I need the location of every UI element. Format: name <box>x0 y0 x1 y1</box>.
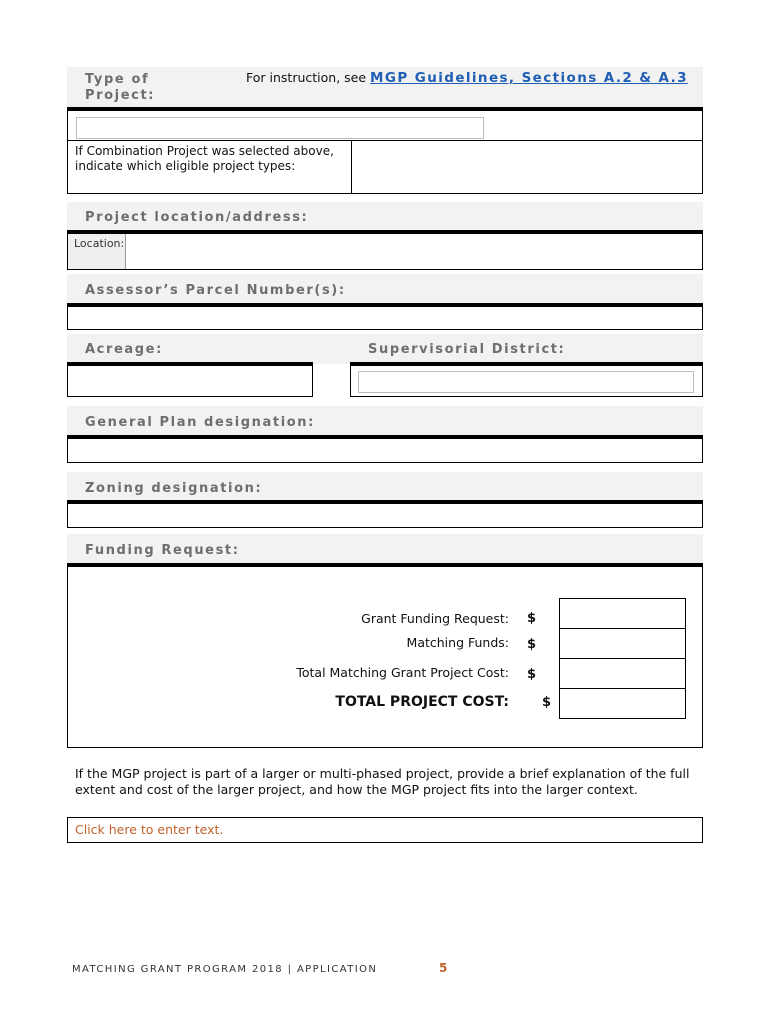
total-matching-input[interactable] <box>559 658 686 689</box>
district-box <box>350 362 703 397</box>
project-type-box <box>67 107 703 141</box>
larger-project-prompt: If the MGP project is part of a larger or multi-phased project, provide a brief explanation of the full extent and cost of the larger project, and how the MGP project fits into the larger context. <box>75 766 690 797</box>
instruction-prefix: For instruction, see <box>246 70 367 85</box>
total-matching-label: Total Matching Grant Project Cost: <box>296 665 509 680</box>
funding-box <box>67 563 703 748</box>
project-type-input[interactable] <box>76 117 484 139</box>
combination-row <box>67 140 703 194</box>
larger-project-placeholder: Click here to enter text. <box>75 822 224 837</box>
total-project-cost-currency: $ <box>542 695 552 710</box>
zoning-section-label: Zoning designation: <box>85 481 263 496</box>
matching-funds-currency: $ <box>527 637 537 652</box>
location-input[interactable] <box>126 234 702 269</box>
combination-label: If Combination Project was selected above, indicate which eligible project types: <box>75 144 334 173</box>
combination-input[interactable] <box>352 140 702 193</box>
acreage-input[interactable] <box>67 362 313 397</box>
total-matching-currency: $ <box>527 667 537 682</box>
acreage-section-label: Acreage: <box>85 342 163 357</box>
grant-funding-input[interactable] <box>559 598 686 629</box>
zoning-input[interactable] <box>67 500 703 528</box>
general-plan-section-label: General Plan designation: <box>85 415 315 430</box>
location-field-label <box>68 234 126 269</box>
district-input[interactable] <box>358 371 694 393</box>
general-plan-input[interactable] <box>67 435 703 463</box>
larger-project-input[interactable] <box>67 817 703 843</box>
district-section-label: Supervisorial District: <box>368 342 566 357</box>
grant-funding-currency: $ <box>527 611 537 626</box>
parcel-section-label: Assessor’s Parcel Number(s): <box>85 283 346 298</box>
footer-program: MATCHING GRANT PROGRAM 2018 | APPLICATION <box>72 964 378 975</box>
grant-funding-label: Grant Funding Request: <box>361 611 509 626</box>
matching-funds-label: Matching Funds: <box>406 635 509 650</box>
instruction-text <box>246 70 688 86</box>
funding-section-label: Funding Request: <box>85 543 240 558</box>
location-field-label-text: Location: <box>74 237 125 250</box>
total-project-cost-input[interactable] <box>559 688 686 719</box>
type-of-project-label: Type of Project: <box>85 72 156 103</box>
total-project-cost-label: TOTAL PROJECT COST: <box>335 694 509 710</box>
location-box <box>67 230 703 270</box>
parcel-input[interactable] <box>67 303 703 330</box>
guidelines-link[interactable]: MGP Guidelines, Sections A.2 & A.3 <box>370 70 688 86</box>
page-number: 5 <box>439 961 448 975</box>
location-section-label: Project location/address: <box>85 210 309 225</box>
matching-funds-input[interactable] <box>559 628 686 659</box>
